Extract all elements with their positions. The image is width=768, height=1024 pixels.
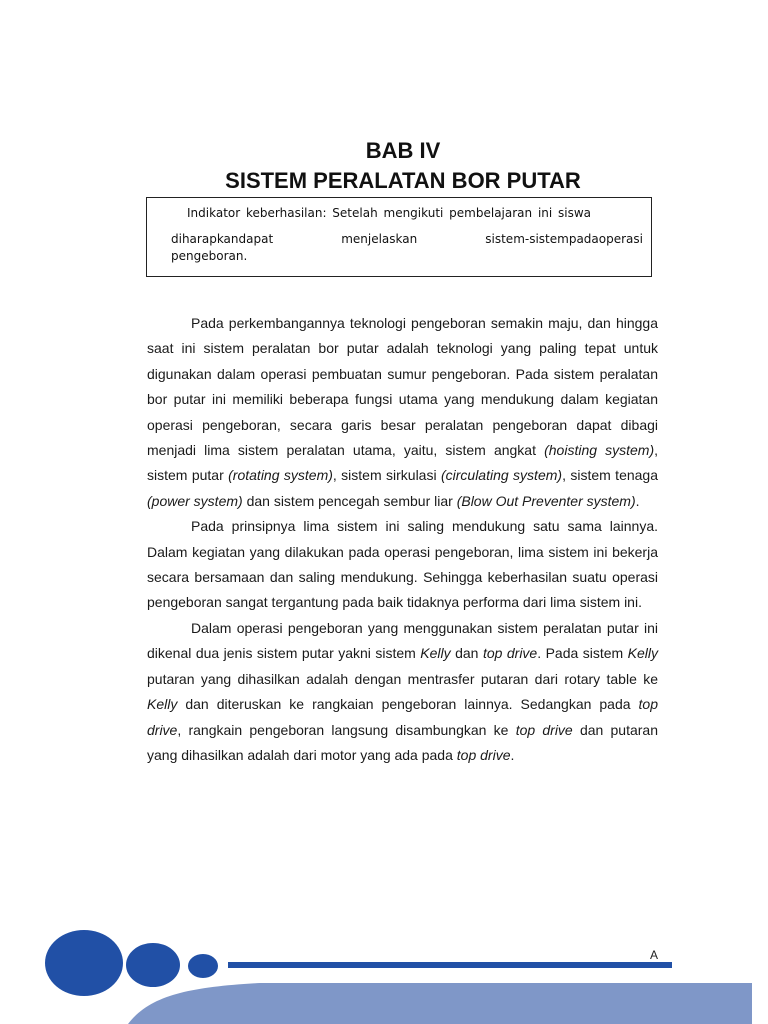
footer-light-band xyxy=(128,983,752,1024)
indicator-word: diharapkandapat xyxy=(171,232,274,246)
italic-term: (circulating system) xyxy=(440,467,563,484)
footer-circle-small xyxy=(188,954,218,978)
italic-term: Kelly xyxy=(627,645,659,662)
chapter-number: BAB IV xyxy=(365,138,441,163)
text-run: Dalam operasi pengeboran yang menggunakan sistem peralatan putar ini dikenal dua jenis sistem putar yakni sistem xyxy=(147,619,658,662)
text-run: , sistem sirkulasi xyxy=(332,467,441,484)
italic-term: (hoisting system) xyxy=(544,442,655,459)
footer-circle-medium xyxy=(126,943,180,987)
chapter-heading xyxy=(0,136,768,196)
text-run: dan xyxy=(450,645,483,662)
text-run: . xyxy=(510,746,515,763)
footer-decoration xyxy=(0,925,768,1024)
text-run: , sistem putar xyxy=(147,442,659,484)
text-run: . xyxy=(635,492,640,509)
indicator-word: sistem-sistempadaoperasi xyxy=(485,232,643,246)
text-run: dan sistem pencegah sembur liar xyxy=(242,492,457,509)
paragraph xyxy=(147,311,658,514)
italic-term: (rotating system) xyxy=(228,467,333,484)
text-run: dan diteruskan ke rangkaian pengeboran lainnya. Sedangkan pada xyxy=(177,696,639,713)
indicator-box xyxy=(146,197,652,277)
indicator-line-3: pengeboran. xyxy=(171,249,248,263)
chapter-title: SISTEM PERALATAN BOR PUTAR xyxy=(225,168,581,193)
text-run: , rangkain pengeboran langsung disambungkan ke xyxy=(177,721,516,738)
italic-term: top drive xyxy=(147,696,658,738)
italic-term: (Blow Out Preventer system) xyxy=(456,492,636,509)
footer-rule xyxy=(228,962,672,968)
italic-term: Kelly xyxy=(147,696,178,713)
text-run: Pada perkembangannya teknologi pengeboran semakin maju, dan hingga saat ini sistem peralatan bor putar adalah teknologi yang paling tepat untuk digunakan dalam operasi pembuatan sumur pengeboran. Pada sistem peralatan bor putar ini memiliki beberapa fungsi utama yang mendukung dalam kegiatan operasi pengeboran, secara garis besar peralatan pengeboran dapat dibagi menjadi lima sistem peralatan utama, yaitu, sistem angkat xyxy=(147,315,658,459)
text-run: Pada prinsipnya lima sistem ini saling mendukung satu sama lainnya. Dalam kegiatan yang dilakukan pada operasi pengeboran, lima sistem ini bekerja secara bersamaan dan saling mendukung. Sehingga keberhasilan suatu operasi pengeboran sangat tergantung pada baik tidaknya performa dari lima sistem ini. xyxy=(147,518,658,611)
indicator-line-1: Indikator keberhasilan: Setelah mengikuti pembelajaran ini siswa xyxy=(187,206,592,220)
text-run: dan putaran yang dihasilkan adalah dari motor yang ada pada xyxy=(147,721,658,763)
indicator-word: menjelaskan xyxy=(341,232,418,246)
paragraph xyxy=(147,616,658,768)
footer-circle-large xyxy=(45,930,123,996)
paragraph xyxy=(147,514,658,616)
page-label: A xyxy=(650,948,659,962)
text-run: , sistem tenaga xyxy=(562,467,658,484)
italic-term: top drive xyxy=(515,721,573,738)
italic-term: Kelly xyxy=(420,645,451,662)
italic-term: top drive xyxy=(482,645,538,662)
text-run: putaran yang dihasilkan adalah dengan mentrasfer putaran dari rotary table ke xyxy=(147,670,658,687)
text-run: . Pada sistem xyxy=(537,645,628,662)
body-text xyxy=(147,311,658,768)
italic-term: (power system) xyxy=(147,492,243,509)
italic-term: top drive xyxy=(456,746,511,763)
indicator-line-2 xyxy=(171,232,643,246)
